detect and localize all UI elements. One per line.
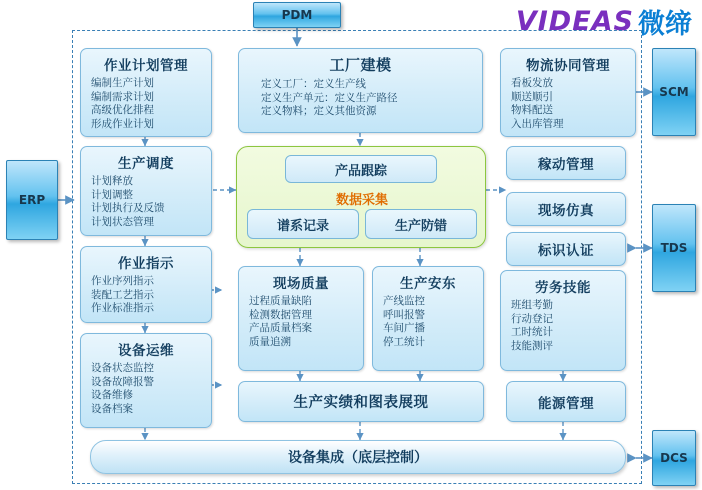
module-shopfloor-simulation[interactable]: [506, 192, 626, 226]
item: 定义工厂：定义生产线: [261, 78, 366, 90]
item: 产线监控: [383, 295, 425, 307]
core-label: 生产防错: [394, 218, 447, 234]
module-andon[interactable]: [372, 266, 484, 371]
core-label: 产品跟踪: [334, 163, 387, 179]
module-production-scheduling[interactable]: [80, 146, 212, 236]
module-title: 工厂建模: [329, 56, 392, 74]
item: 物料配送: [511, 104, 553, 116]
module-title: 作业计划管理: [104, 58, 188, 74]
item: 设备故障报警: [91, 375, 154, 388]
module-factory-modeling[interactable]: [238, 48, 483, 133]
module-labor-skills[interactable]: [500, 270, 626, 371]
erp-label: ERP: [18, 193, 46, 207]
module-energy-management[interactable]: [506, 381, 626, 422]
item: 停工统计: [383, 335, 425, 348]
core-genealogy-record[interactable]: [247, 209, 359, 239]
module-title: 能源管理: [538, 395, 594, 412]
item: 呼叫报警: [383, 308, 425, 321]
core-data-collection-label: [237, 189, 487, 208]
module-production-plan[interactable]: [80, 48, 212, 137]
core-mistake-proofing[interactable]: [365, 209, 477, 239]
core-product-tracking[interactable]: [285, 155, 437, 183]
module-items: [239, 75, 482, 119]
item: 设备档案: [91, 402, 133, 415]
item: 入出库管理: [511, 117, 564, 130]
brand-latin: VIDEAS: [515, 6, 634, 37]
external-system-scm[interactable]: [652, 48, 696, 136]
module-items: [373, 292, 483, 349]
item: 看板发放: [511, 77, 553, 89]
external-system-dcs[interactable]: [652, 430, 696, 486]
item: 编制需求计划: [91, 90, 154, 103]
module-onsite-quality[interactable]: [238, 266, 364, 371]
module-title: 作业指示: [118, 256, 174, 272]
module-title: 生产实绩和图表展现: [293, 395, 429, 411]
module-items: [81, 172, 211, 229]
item: 计划调整: [91, 188, 133, 201]
item: 作业序列指示: [91, 275, 154, 287]
brand-chinese: 微缔: [638, 9, 692, 40]
module-title: 生产调度: [118, 156, 174, 172]
item: 高级优化排程: [91, 104, 154, 116]
module-items: [501, 296, 625, 353]
item: 装配工艺指示: [91, 288, 154, 301]
item: 班组考勤: [511, 299, 553, 311]
item: 作业标准指示: [91, 302, 154, 314]
dcs-label: DCS: [660, 451, 688, 465]
module-equipment-integration[interactable]: [90, 440, 626, 474]
module-title: 现场质量: [273, 276, 329, 292]
pdm-label: PDM: [281, 8, 313, 22]
module-title: 劳务技能: [535, 280, 591, 296]
module-title: 物流协同管理: [526, 58, 610, 74]
module-title: 现场仿真: [538, 203, 594, 219]
item: 定义物料；定义其他资源: [261, 105, 377, 117]
core-label: 数据采集: [335, 193, 388, 208]
module-items: [81, 74, 211, 131]
item: 车间广播: [383, 322, 425, 334]
tds-label: TDS: [660, 241, 688, 255]
item: 技能测评: [511, 339, 553, 352]
item: 顺送顺引: [511, 90, 553, 103]
scm-label: SCM: [659, 85, 689, 99]
item: 工时统计: [511, 326, 553, 338]
external-system-erp[interactable]: [6, 160, 58, 240]
item: 行动登记: [511, 312, 553, 325]
item: 计划执行及反馈: [91, 202, 165, 214]
core-label: 谱系记录: [276, 218, 329, 234]
item: 编制生产计划: [91, 77, 154, 89]
module-title: 设备运维: [118, 343, 174, 359]
item: 设备状态监控: [91, 362, 154, 374]
item: 形成作业计划: [91, 117, 154, 130]
module-title: 标识认证: [538, 243, 594, 259]
module-items: [81, 272, 211, 316]
module-items: [239, 292, 363, 349]
module-items: [81, 359, 211, 416]
module-work-instruction[interactable]: [80, 246, 212, 323]
module-items: [501, 74, 635, 131]
item: 计划状态管理: [91, 215, 154, 228]
module-production-performance[interactable]: [238, 381, 484, 422]
module-logistics-collaboration[interactable]: [500, 48, 636, 137]
external-system-tds[interactable]: [652, 204, 696, 292]
external-system-pdm[interactable]: [253, 2, 341, 28]
module-title: 稼动管理: [538, 157, 594, 173]
item: 产品质量档案: [249, 322, 312, 334]
item: 设备维修: [91, 389, 133, 401]
item: 过程质量缺陷: [249, 295, 312, 307]
item: 计划释放: [91, 175, 133, 187]
module-title: 生产安东: [400, 276, 456, 292]
module-equipment-maintenance[interactable]: [80, 333, 212, 428]
item: 质量追溯: [249, 335, 291, 348]
item: 定义生产单元：定义生产路径: [261, 91, 398, 104]
item: 检测数据管理: [249, 308, 312, 321]
module-oee[interactable]: [506, 146, 626, 180]
core-group: [236, 146, 486, 248]
module-identification-certification[interactable]: [506, 232, 626, 266]
module-title: 设备集成（底层控制）: [288, 450, 428, 466]
